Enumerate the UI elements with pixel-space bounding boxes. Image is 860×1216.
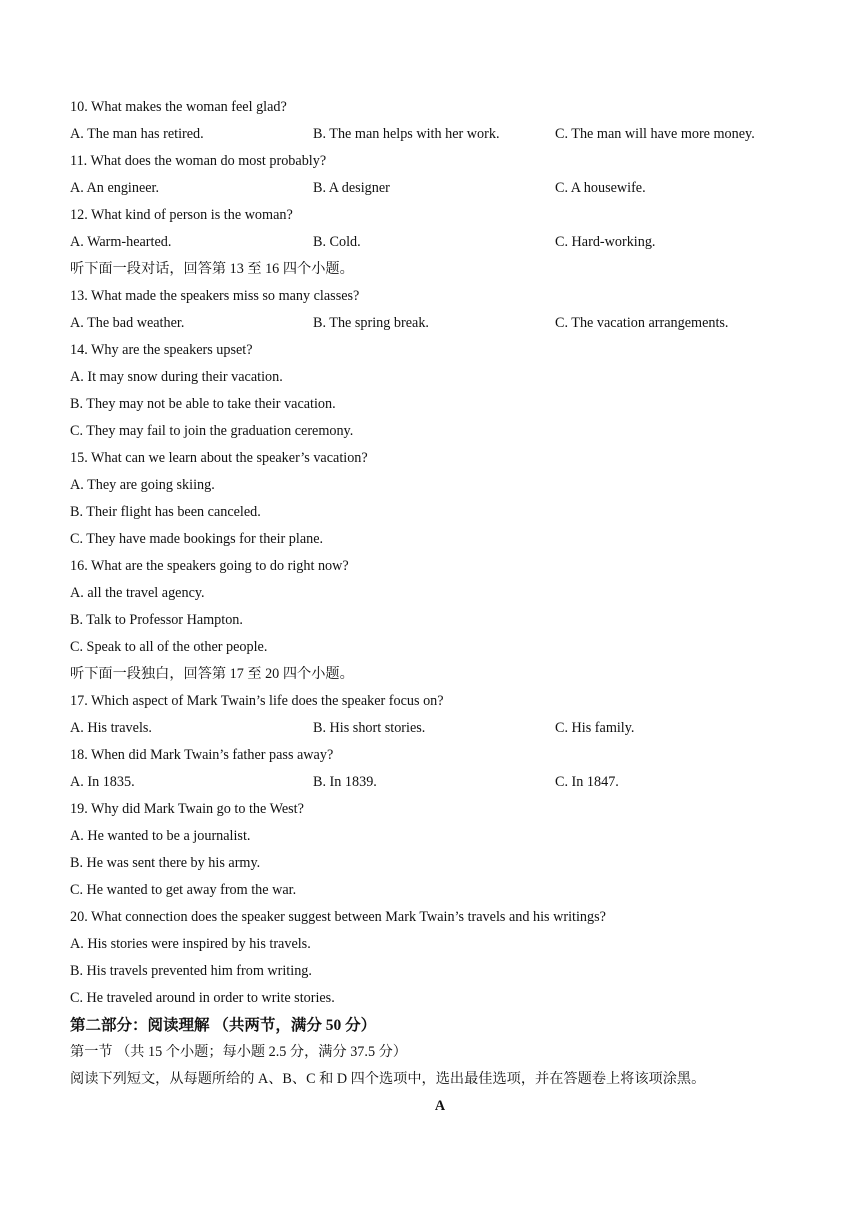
options-11: [70, 175, 810, 202]
options-17: [70, 715, 810, 742]
question-14: 14. Why are the speakers upset?: [70, 342, 253, 358]
option-15-a: A. They are going skiing.: [70, 477, 215, 493]
option-19-a: A. He wanted to be a journalist.: [70, 828, 251, 844]
option-20-b: B. His travels prevented him from writing.: [70, 963, 312, 979]
option-20-a: A. His stories were inspired by his travels.: [70, 936, 311, 952]
option-11-a: A. An engineer.: [70, 180, 160, 196]
option-14-b: B. They may not be able to take their vacation.: [70, 396, 336, 412]
option-16-b: B. Talk to Professor Hampton.: [70, 612, 243, 628]
part2-instruction: 阅读下列短文，从每题所给的 A、B、C 和 D 四个选项中，选出最佳选项，并在答题卷上将该项涂黑。: [70, 1071, 706, 1087]
option-17-c: C. His family.: [555, 720, 635, 736]
option-17-b: B. His short stories.: [313, 720, 426, 736]
option-13-c: C. The vacation arrangements.: [555, 315, 729, 331]
option-11-c: C. A housewife.: [555, 180, 646, 196]
option-10-c: C. The man will have more money.: [555, 126, 755, 142]
part2-title: 第二部分：阅读理解 （共两节，满分 50 分）: [70, 1017, 377, 1034]
option-19-b: B. He was sent there by his army.: [70, 855, 261, 871]
question-13: 13. What made the speakers miss so many classes?: [70, 288, 360, 304]
instruction-17-20: 听下面一段独白，回答第 17 至 20 四个小题。: [70, 666, 354, 682]
option-15-b: B. Their flight has been canceled.: [70, 504, 261, 520]
options-13: [70, 310, 810, 337]
question-20: 20. What connection does the speaker suggest between Mark Twain’s travels and his writings?: [70, 909, 606, 925]
question-18: 18. When did Mark Twain’s father pass away?: [70, 747, 334, 763]
option-14-a: A. It may snow during their vacation.: [70, 369, 283, 385]
option-13-a: A. The bad weather.: [70, 315, 185, 331]
options-18: [70, 769, 810, 796]
option-16-c: C. Speak to all of the other people.: [70, 639, 268, 655]
option-15-c: C. They have made bookings for their plane.: [70, 531, 324, 547]
option-18-a: A. In 1835.: [70, 774, 135, 790]
passage-label: A: [434, 1098, 446, 1114]
options-12: [70, 229, 810, 256]
option-18-c: C. In 1847.: [555, 774, 619, 790]
part2-section1: 第一节 （共 15 个小题；每小题 2.5 分，满分 37.5 分）: [70, 1044, 407, 1060]
option-20-c: C. He traveled around in order to write stories.: [70, 990, 335, 1006]
option-18-b: B. In 1839.: [313, 774, 377, 790]
instruction-13-16: 听下面一段对话，回答第 13 至 16 四个小题。: [70, 261, 354, 277]
page-content: [70, 94, 810, 1120]
question-16: 16. What are the speakers going to do right now?: [70, 558, 349, 574]
option-11-b: B. A designer: [313, 180, 390, 196]
question-12: 12. What kind of person is the woman?: [70, 207, 293, 223]
question-19: 19. Why did Mark Twain go to the West?: [70, 801, 304, 817]
option-12-a: A. Warm-hearted.: [70, 234, 172, 250]
option-19-c: C. He wanted to get away from the war.: [70, 882, 297, 898]
question-10: 10. What makes the woman feel glad?: [70, 99, 287, 115]
option-17-a: A. His travels.: [70, 720, 152, 736]
question-11: 11. What does the woman do most probably?: [70, 153, 327, 169]
option-13-b: B. The spring break.: [313, 315, 429, 331]
options-10: [70, 121, 810, 148]
question-17: 17. Which aspect of Mark Twain’s life does the speaker focus on?: [70, 693, 444, 709]
question-15: 15. What can we learn about the speaker’s vacation?: [70, 450, 368, 466]
option-10-a: A. The man has retired.: [70, 126, 204, 142]
option-12-b: B. Cold.: [313, 234, 361, 250]
option-10-b: B. The man helps with her work.: [313, 126, 500, 142]
option-12-c: C. Hard-working.: [555, 234, 656, 250]
option-14-c: C. They may fail to join the graduation ceremony.: [70, 423, 354, 439]
option-16-a: A. all the travel agency.: [70, 585, 205, 601]
